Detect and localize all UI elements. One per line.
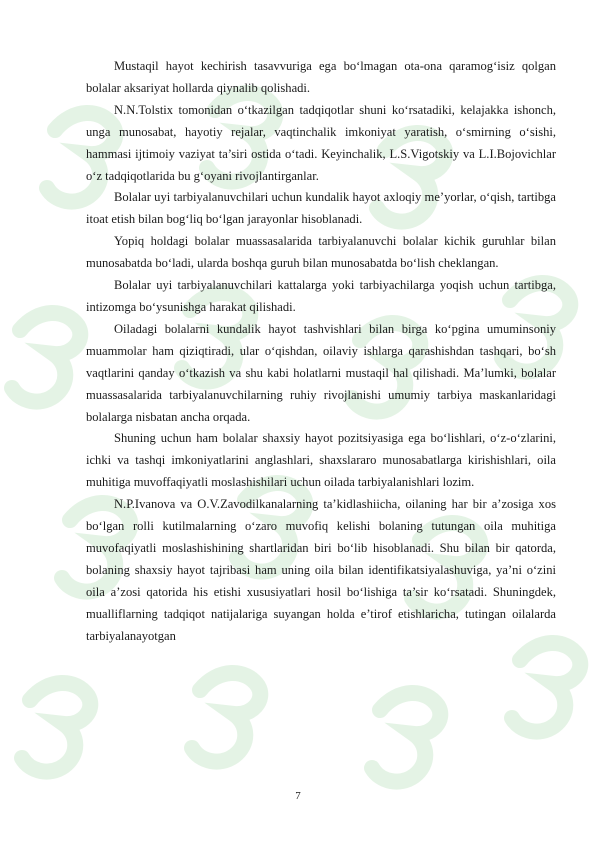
paragraph-2: N.N.Tolstix tomonidan o‘tkazilgan tadqiqotlar shuni ko‘rsatadiki, kelajakka ishonch, unga munosabat, hayotiy rejalar, vaqtinchalik imkoniyat yaratish, o‘smirning o‘sishi, hammasi ijtimoiy vaziyat ta’siri ostida o‘tadi. Keyinchalik, L.S.Vigotskiy va L.I.Bojovichlar o‘z tadqiqotlarida bu g‘oyani rivojlantirganlar. <box>86 102 556 183</box>
paragraph-5: Bolalar uyi tarbiyalanuvchilari kattalarga yoki tarbiyachilarga yoqish uchun tartibga, intizomga bo‘ysunishga harakat qilishadi. <box>86 278 556 314</box>
paragraph-7: Shuning uchun ham bolalar shaxsiy hayot pozitsiyasiga ega bo‘lishlari, o‘z-o‘zlarini, ichki va tashqi imkoniyatlarini anglashlari, shaxslararo munosabatlarga kirishishlari, oila muhitiga muvoffaqiyatli moslashishilari uchun oilada tarbiyalanishlari lozim. <box>86 431 556 490</box>
paragraph-6: Oiladagi bolalarni kundalik hayot tashvishlari bilan birga ko‘pgina umuminsoniy muammolar ham qiziqtiradi, ular o‘qishdan, oilaviy ishlarga qarashishdan tashqari, bo‘sh vaqtlarini qanday o‘tkazish va shu kabi holatlarni mustaqil hal qilishadi. Ma’lumki, bolalar muassasalarida tarbiyalanuvchilarning ruhiy rivojlanishi umumiy tarbiya maskanlaridagi bolalarga nisbatan ancha orqada. <box>86 321 556 424</box>
paragraph-4: Yopiq holdagi bolalar muassasalarida tarbiyalanuvchi bolalar kichik guruhlar bilan munosabatda bo‘ladi, ularda boshqa guruh bilan munosabatda bo‘lish cheklangan. <box>86 234 556 271</box>
paragraph-8: N.P.Ivanova va O.V.Zavodilkanalarning ta’kidlashiicha, oilaning har bir a’zosiga xos bo‘lgan rolli kutilmalarning o‘zaro muvofiq kelishi bolaning tutungan oila muhitiga muvofaqiyatli moslashishining shartlaridan biri bo‘lib hisoblanadi. Shu bilan bir qatorda, bolaning shaxsiy hayot tajribasi ham uning oila bilan identifikatsiyalashuviga, ya’ni o‘zini oila a’zosi qatorida his etishi xususiyatlari hosil bo‘lishiga ta’sir ko‘rsatadi. Shuningdek, mualliflarning tadqiqot natijalariga suyangan holda e’tirof etishlaricha, tutingan oilalarda tarbiyalanayotgan <box>86 497 556 643</box>
page-number: 7 <box>295 790 301 802</box>
document-body <box>86 56 556 647</box>
paragraph-3: Bolalar uyi tarbiyalanuvchilari uchun kundalik hayot axloqiy me’yorlar, o‘qish, tartibga itoat etish bilan bog‘liq bo‘lgan jarayonlar hisoblanadi. <box>86 190 556 227</box>
paragraph-1: Mustaqil hayot kechirish tasavvuriga ega bo‘lmagan ota-ona qaramog‘isiz qolgan bolalar aksariyat hollarda qiynalib qolishadi. <box>86 59 556 95</box>
